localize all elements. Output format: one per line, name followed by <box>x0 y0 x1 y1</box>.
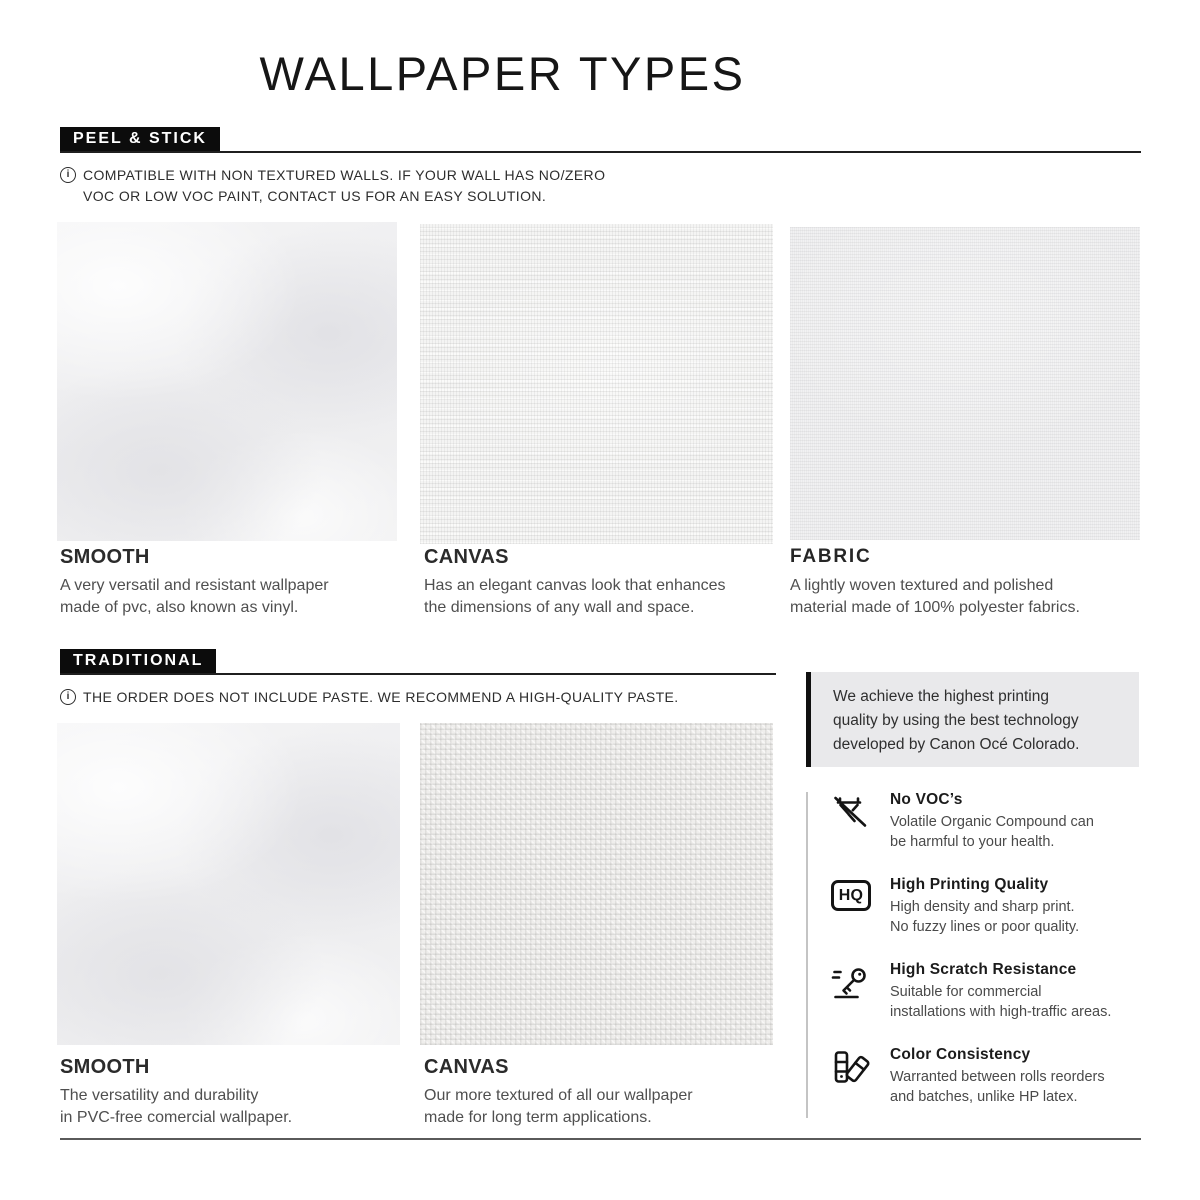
feature-line: Warranted between rolls reorders <box>890 1069 1105 1085</box>
swatch-name: CANVAS <box>424 1056 509 1078</box>
feature-text <box>890 1045 1105 1107</box>
note-line: COMPATIBLE WITH NON TEXTURED WALLS. IF YOUR WALL HAS NO/ZERO <box>83 167 606 183</box>
peel-stick-fabric-texture-swatch <box>790 227 1140 540</box>
bottom-rule <box>60 1138 1141 1140</box>
swatch-name: SMOOTH <box>60 1056 150 1078</box>
swatch-name: FABRIC <box>790 546 872 567</box>
info-icon: i <box>60 689 76 705</box>
peel-stick-fabric-label <box>790 545 1140 619</box>
description-line: material made of 100% polyester fabrics. <box>790 599 1080 616</box>
swatch-description <box>424 575 774 619</box>
page-title: WALLPAPER TYPES <box>259 47 746 100</box>
features-divider-line <box>806 792 808 1118</box>
feature-line: and batches, unlike HP latex. <box>890 1089 1078 1105</box>
section-rule-traditional <box>60 673 776 675</box>
feature-title: High Scratch Resistance <box>890 961 1077 978</box>
description-line: Our more textured of all our wallpaper <box>424 1087 693 1104</box>
section-rule-peel-stick <box>60 151 1141 153</box>
feature-text <box>890 875 1079 937</box>
feature-title: No VOC’s <box>890 791 963 808</box>
feature-high-scratch-resistance <box>831 960 1143 1022</box>
peel-stick-canvas-texture-swatch <box>420 224 773 544</box>
traditional-note <box>60 687 679 708</box>
callout-line: quality by using the best technology <box>833 712 1079 729</box>
feature-text <box>890 790 1094 852</box>
peel-stick-smooth-texture-swatch <box>57 222 397 541</box>
section-badge-traditional: TRADITIONAL <box>60 649 216 675</box>
description-line: made of pvc, also known as vinyl. <box>60 599 299 616</box>
traditional-note-text <box>83 687 679 708</box>
description-line: A lightly woven textured and polished <box>790 577 1054 594</box>
feature-high-printing-quality <box>831 875 1143 937</box>
printing-quality-callout <box>806 672 1139 767</box>
peel-stick-smooth-label <box>60 545 405 619</box>
feature-line: installations with high-traffic areas. <box>890 1004 1112 1020</box>
swatch-name: CANVAS <box>424 546 509 568</box>
description-line: in PVC-free comercial wallpaper. <box>60 1109 293 1126</box>
callout-line: developed by Canon Océ Colorado. <box>833 736 1080 753</box>
feature-title: High Printing Quality <box>890 876 1049 893</box>
note-line: VOC OR LOW VOC PAINT, CONTACT US FOR AN EASY SOLUTION. <box>83 188 547 204</box>
description-line: The versatility and durability <box>60 1087 259 1104</box>
swatch-description <box>60 1085 405 1129</box>
swatch-description <box>790 575 1140 619</box>
info-icon: i <box>60 167 76 183</box>
traditional-smooth-label <box>60 1055 405 1129</box>
peel-stick-note-text <box>83 165 605 207</box>
feature-text <box>890 960 1111 1022</box>
peel-stick-note <box>60 165 605 207</box>
traditional-canvas-label <box>424 1055 774 1129</box>
swatch-description <box>60 575 405 619</box>
peel-stick-canvas-label <box>424 545 774 619</box>
traditional-smooth-texture-swatch <box>57 723 400 1045</box>
hq-icon-label: HQ <box>831 880 871 911</box>
scratched-key-icon <box>831 960 875 1008</box>
color-swatchbook-icon <box>831 1045 875 1093</box>
description-line: Has an elegant canvas look that enhances <box>424 577 726 594</box>
feature-line: High density and sharp print. <box>890 899 1075 915</box>
swatch-description <box>424 1085 774 1129</box>
section-badge-peel-stick: PEEL & STICK <box>60 127 220 153</box>
description-line: A very versatil and resistant wallpaper <box>60 577 329 594</box>
note-line: THE ORDER DOES NOT INCLUDE PASTE. WE RECOMMEND A HIGH-QUALITY PASTE. <box>83 689 679 705</box>
feature-line: No fuzzy lines or poor quality. <box>890 919 1080 935</box>
feature-title: Color Consistency <box>890 1046 1031 1063</box>
hq-icon <box>831 875 875 911</box>
traditional-canvas-texture-swatch <box>420 723 773 1045</box>
feature-no-vocs <box>831 790 1143 852</box>
callout-line: We achieve the highest printing <box>833 688 1049 705</box>
feature-line: Suitable for commercial <box>890 984 1042 1000</box>
features-list <box>831 790 1143 1130</box>
feature-line: be harmful to your health. <box>890 834 1055 850</box>
no-voc-icon <box>831 790 875 838</box>
feature-line: Volatile Organic Compound can <box>890 814 1094 830</box>
description-line: the dimensions of any wall and space. <box>424 599 695 616</box>
swatch-name: SMOOTH <box>60 546 150 568</box>
feature-color-consistency <box>831 1045 1143 1107</box>
description-line: made for long term applications. <box>424 1109 652 1126</box>
